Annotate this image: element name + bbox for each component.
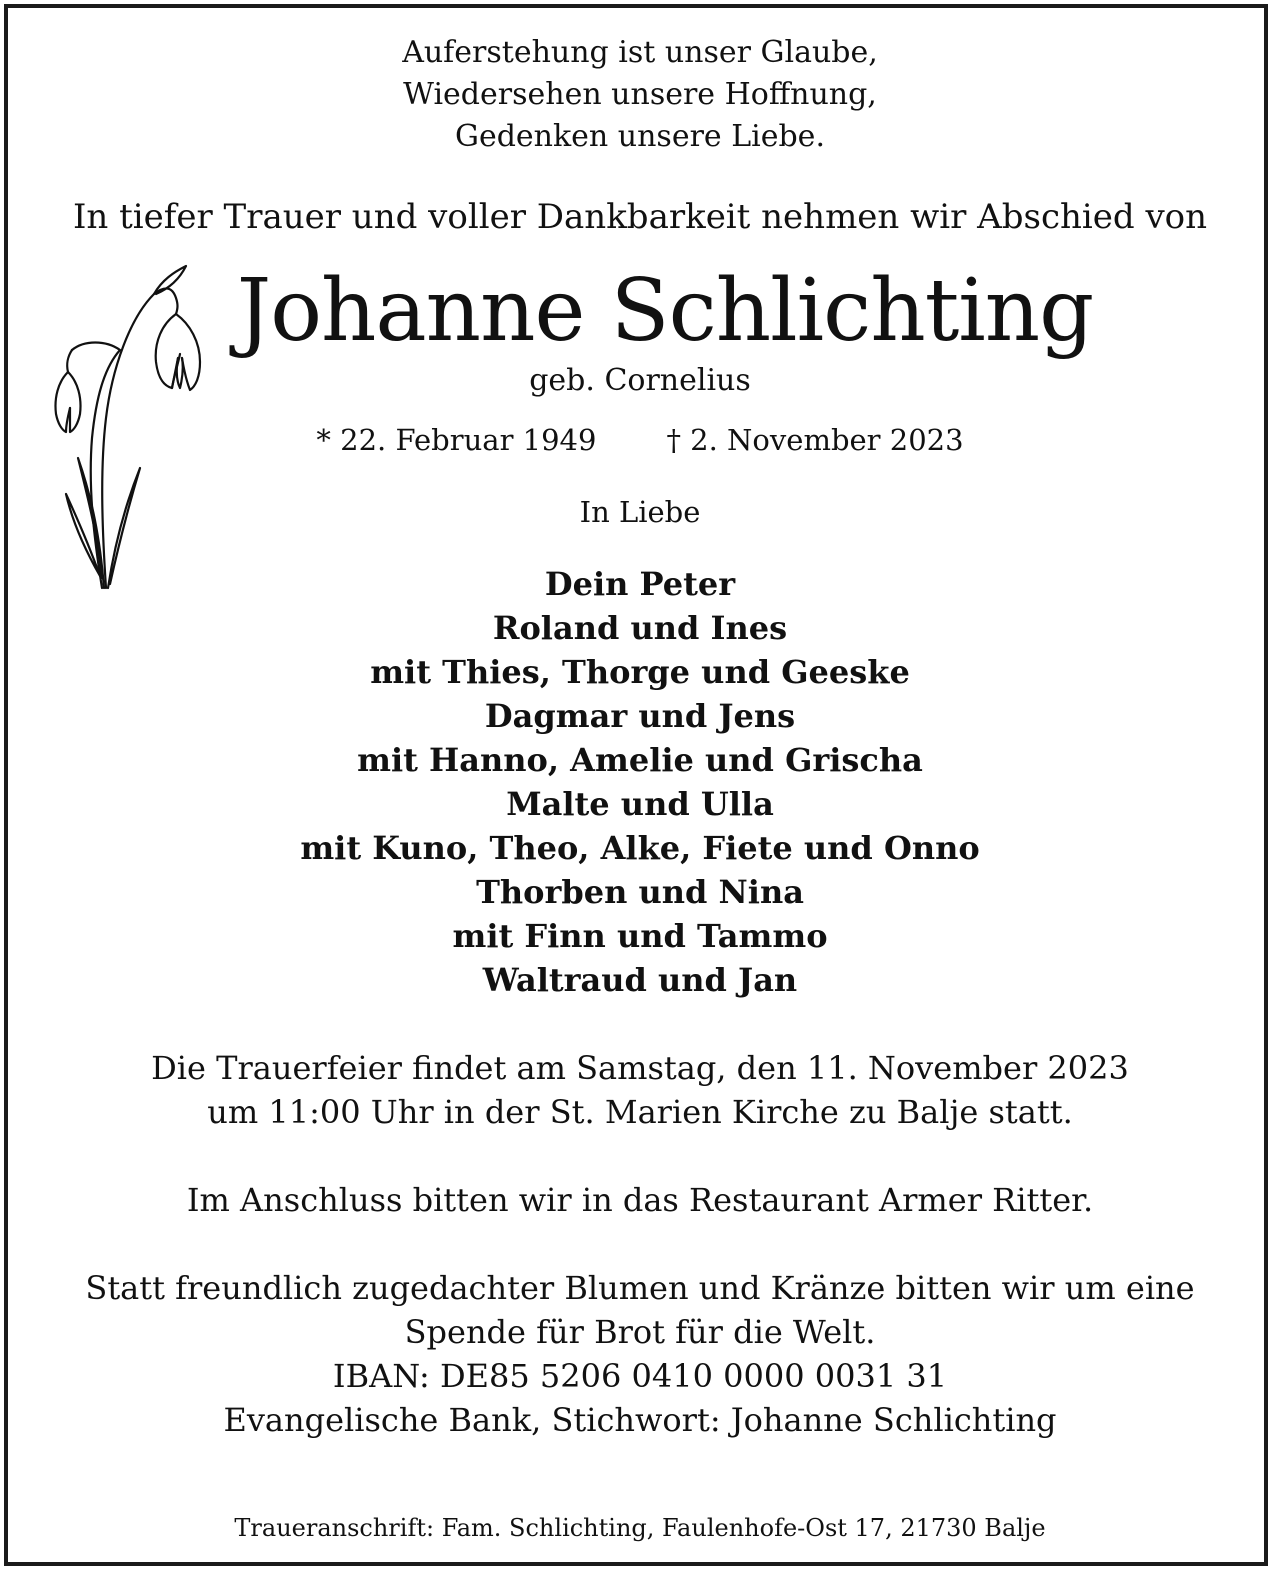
deceased-name: Johanne Schlichting: [236, 261, 1094, 361]
ceremony-line-1: Die Trauerfeier findet am Samstag, den 11. November 2023: [151, 1049, 1129, 1087]
family-line-10: Waltraud und Jan: [482, 961, 798, 999]
donation-line-2: Spende für Brot für die Welt.: [404, 1313, 876, 1351]
intro-text: In tiefer Trauer und voller Dankbarkeit nehmen wir Abschied von: [72, 197, 1208, 237]
family-line-9: mit Finn und Tammo: [452, 917, 828, 955]
birth-date: * 22. Februar 1949: [316, 423, 597, 457]
iban-line: IBAN: DE85 5206 0410 0000 0031 31: [332, 1357, 948, 1395]
ceremony-line-2: um 11:00 Uhr in der St. Marien Kirche zu Balje statt.: [207, 1093, 1073, 1131]
motto-line-2: Wiedersehen unsere Hoffnung,: [403, 77, 877, 112]
family-line-7: mit Kuno, Theo, Alke, Fiete und Onno: [300, 829, 980, 867]
death-date: † 2. November 2023: [666, 423, 964, 457]
family-line-5: mit Hanno, Amelie und Grischa: [357, 741, 923, 779]
motto-line-3: Gedenken unsere Liebe.: [455, 119, 825, 154]
family-line-4: Dagmar und Jens: [484, 697, 796, 735]
family-line-8: Thorben und Nina: [476, 873, 804, 911]
life-dates: [0, 423, 1280, 457]
bank-line: Evangelische Bank, Stichwort: Johanne Schlichting: [223, 1401, 1057, 1439]
family-line-1: Dein Peter: [544, 565, 736, 603]
family-line-2: Roland und Ines: [492, 609, 788, 647]
reception-text: Im Anschluss bitten wir in das Restaurant Armer Ritter.: [186, 1181, 1094, 1219]
maiden-name: geb. Cornelius: [529, 363, 751, 398]
in-love-text: In Liebe: [579, 495, 701, 529]
motto-line-1: Auferstehung ist unser Glaube,: [402, 35, 878, 70]
family-line-3: mit Thies, Thorge und Geeske: [370, 653, 910, 691]
mourning-address: Traueranschrift: Fam. Schlichting, Faulenhofe-Ost 17, 21730 Balje: [234, 1514, 1046, 1542]
family-line-6: Malte und Ulla: [506, 785, 774, 823]
donation-line-1: Statt freundlich zugedachter Blumen und Kränze bitten wir um eine: [85, 1269, 1195, 1307]
